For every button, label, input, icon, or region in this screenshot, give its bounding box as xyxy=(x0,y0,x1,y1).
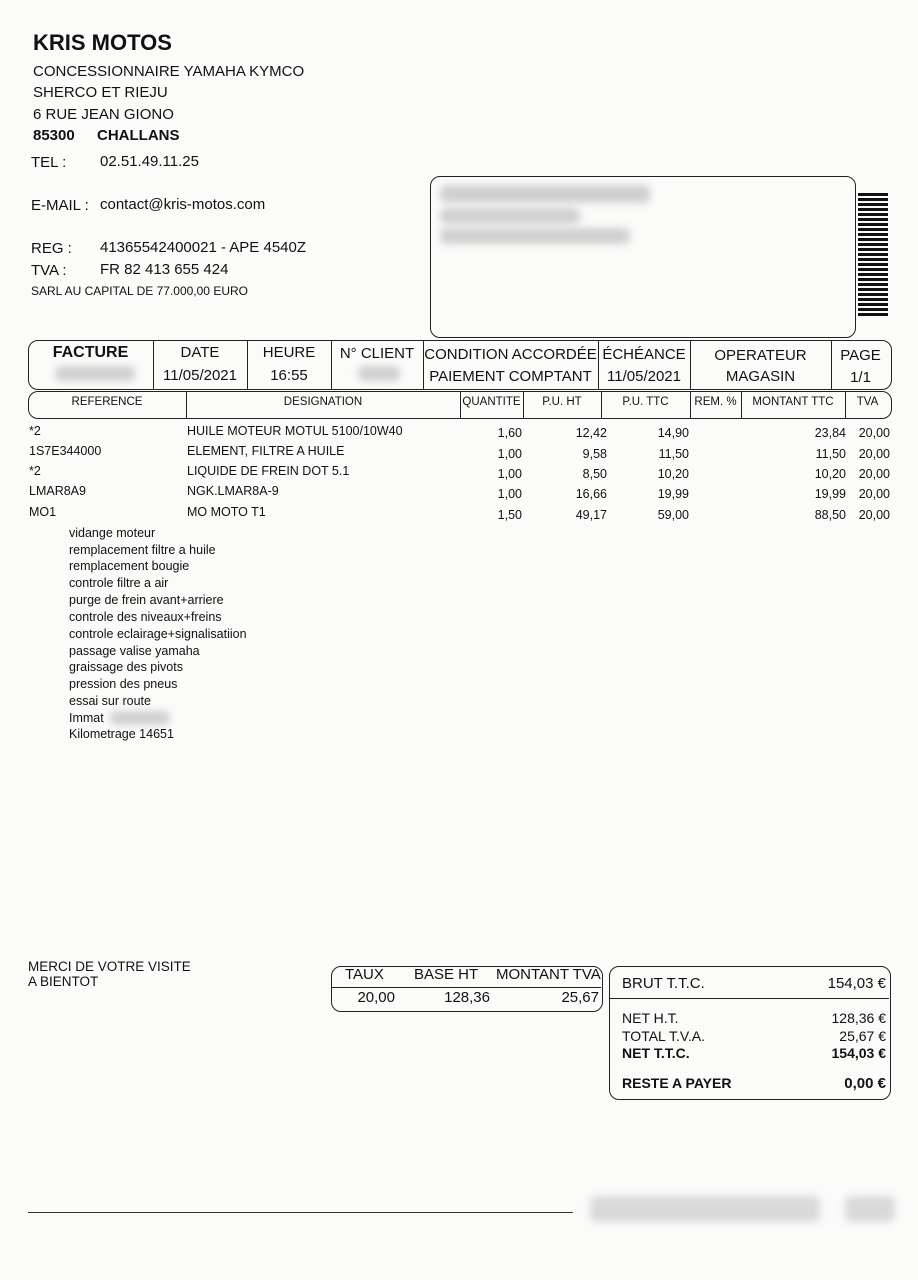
row-quantite: 1,00 xyxy=(497,487,522,501)
company-line-1: CONCESSIONNAIRE YAMAHA KYMCO xyxy=(33,63,305,80)
heure-label: HEURE xyxy=(262,344,316,361)
vat-montant-value: 25,67 xyxy=(561,989,599,1006)
list-item: essai sur route xyxy=(69,694,151,708)
brut-label: BRUT T.T.C. xyxy=(622,975,705,992)
condition-label: CONDITION ACCORDÉE xyxy=(424,346,597,363)
row-montant: 10,20 xyxy=(814,467,846,481)
date-value: 11/05/2021 xyxy=(163,367,237,384)
operateur-value: MAGASIN xyxy=(725,368,796,385)
footer-divider xyxy=(28,1212,573,1213)
row-pu-ttc: 19,99 xyxy=(657,487,689,501)
echeance-value: 11/05/2021 xyxy=(607,368,681,385)
company-city: CHALLANS xyxy=(97,127,180,144)
row-montant: 23,84 xyxy=(814,426,846,440)
redacted-customer-name xyxy=(440,185,650,203)
client-label: N° CLIENT xyxy=(339,345,415,362)
row-quantite: 1,50 xyxy=(497,508,522,522)
list-item: vidange moteur xyxy=(69,526,156,540)
col-quantite: QUANTITE xyxy=(462,396,521,408)
row-pu-ttc: 11,50 xyxy=(658,447,689,461)
company-postcode: 85300 xyxy=(33,127,75,144)
capital-text: SARL AU CAPITAL DE 77.000,00 EURO xyxy=(31,284,248,298)
reg-value: 41365542400021 - APE 4540Z xyxy=(100,239,307,256)
list-item: Kilometrage 14651 xyxy=(69,727,174,741)
row-pu-ht: 49,17 xyxy=(575,508,607,522)
date-label: DATE xyxy=(180,344,220,361)
list-item: passage valise yamaha xyxy=(69,644,200,658)
total-tva-value: 25,67 € xyxy=(839,1028,886,1044)
vat-taux-value: 20,00 xyxy=(357,989,395,1006)
col-rem: REM. % xyxy=(694,396,737,408)
list-item: purge de frein avant+arriere xyxy=(69,593,224,607)
net-ttc-value: 154,03 € xyxy=(831,1045,886,1061)
company-address: 6 RUE JEAN GIONO xyxy=(33,106,174,123)
vat-base-value: 128,36 xyxy=(444,989,490,1006)
condition-value: PAIEMENT COMPTANT xyxy=(429,368,592,385)
redacted-footer-1 xyxy=(590,1196,820,1222)
facture-label: FACTURE xyxy=(52,344,129,361)
list-item: controle filtre a air xyxy=(69,576,169,590)
row-pu-ht: 9,58 xyxy=(582,447,607,461)
row-reference: MO1 xyxy=(29,505,57,519)
vat-montant-label: MONTANT TVA xyxy=(496,966,601,983)
page-value: 1/1 xyxy=(850,369,871,386)
company-name: KRIS MOTOS xyxy=(33,30,172,55)
operateur-label: OPERATEUR xyxy=(714,347,807,364)
row-montant: 88,50 xyxy=(814,508,846,522)
row-designation: ELEMENT, FILTRE A HUILE xyxy=(187,444,345,458)
tva-value: FR 82 413 655 424 xyxy=(100,261,229,278)
net-ht-label: NET H.T. xyxy=(622,1010,679,1026)
col-pu-ttc: P.U. TTC xyxy=(622,396,669,408)
row-tva: 20,00 xyxy=(858,508,890,522)
heure-value: 16:55 xyxy=(270,367,308,384)
redacted-customer-city xyxy=(440,228,630,244)
row-montant: 19,99 xyxy=(814,487,846,501)
list-item: pression des pneus xyxy=(69,677,178,691)
company-line-2: SHERCO ET RIEJU xyxy=(33,84,168,101)
col-designation: DESIGNATION xyxy=(283,396,363,408)
list-item: controle des niveaux+freins xyxy=(69,610,222,624)
row-designation: HUILE MOTEUR MOTUL 5100/10W40 xyxy=(187,424,403,438)
row-designation: LIQUIDE DE FREIN DOT 5.1 xyxy=(187,464,350,478)
list-item: remplacement bougie xyxy=(69,559,190,573)
thanks-line-2: A BIENTOT xyxy=(28,974,99,989)
page-label: PAGE xyxy=(840,347,881,364)
row-tva: 20,00 xyxy=(858,467,890,481)
list-item: controle eclairage+signalisatiion xyxy=(69,627,247,641)
redacted-customer-street xyxy=(440,208,580,224)
net-ttc-label: NET T.T.C. xyxy=(622,1045,690,1061)
row-reference: *2 xyxy=(29,424,41,438)
row-montant: 11,50 xyxy=(815,447,846,461)
tel-label: TEL : xyxy=(31,154,67,171)
brut-value: 154,03 € xyxy=(827,975,886,992)
row-pu-ht: 8,50 xyxy=(582,467,607,481)
reg-label: REG : xyxy=(31,240,72,257)
net-ht-value: 128,36 € xyxy=(831,1010,886,1026)
email-value: contact@kris-motos.com xyxy=(100,196,266,213)
row-designation: NGK.LMAR8A-9 xyxy=(187,484,279,498)
row-pu-ht: 12,42 xyxy=(575,426,607,440)
row-tva: 20,00 xyxy=(858,447,890,461)
redacted-footer-2 xyxy=(845,1196,895,1222)
reste-value: 0,00 € xyxy=(844,1075,886,1092)
row-reference: 1S7E344000 xyxy=(29,444,102,458)
redacted-client-number xyxy=(358,366,400,381)
row-designation: MO MOTO T1 xyxy=(187,505,266,519)
row-pu-ttc: 59,00 xyxy=(657,508,689,522)
row-pu-ttc: 10,20 xyxy=(657,467,689,481)
row-quantite: 1,60 xyxy=(497,426,522,440)
col-reference: REFERENCE xyxy=(71,396,143,408)
row-quantite: 1,00 xyxy=(497,447,522,461)
col-pu-ht: P.U. HT xyxy=(542,396,582,408)
col-montant: MONTANT TTC xyxy=(752,396,834,408)
list-item: graissage des pivots xyxy=(69,660,183,674)
thanks-line-1: MERCI DE VOTRE VISITE xyxy=(28,959,191,974)
email-label: E-MAIL : xyxy=(31,197,89,214)
barcode xyxy=(858,193,888,317)
row-tva: 20,00 xyxy=(858,487,890,501)
row-reference: *2 xyxy=(29,464,41,478)
reste-label: RESTE A PAYER xyxy=(622,1075,732,1091)
row-pu-ttc: 14,90 xyxy=(657,426,689,440)
row-tva: 20,00 xyxy=(858,426,890,440)
redacted-plate xyxy=(110,711,170,725)
row-quantite: 1,00 xyxy=(497,467,522,481)
tva-label: TVA : xyxy=(31,262,67,279)
col-tva: TVA xyxy=(856,396,879,408)
list-item: remplacement filtre a huile xyxy=(69,543,216,557)
echeance-label: ÉCHÉANCE xyxy=(602,346,686,363)
row-reference: LMAR8A9 xyxy=(29,484,86,498)
row-pu-ht: 16,66 xyxy=(575,487,607,501)
total-tva-label: TOTAL T.V.A. xyxy=(622,1028,706,1044)
tel-value: 02.51.49.11.25 xyxy=(100,153,199,170)
vat-taux-label: TAUX xyxy=(345,966,384,983)
vat-base-label: BASE HT xyxy=(414,966,479,983)
list-item: Immat xyxy=(69,711,104,725)
redacted-invoice-number xyxy=(55,366,135,381)
